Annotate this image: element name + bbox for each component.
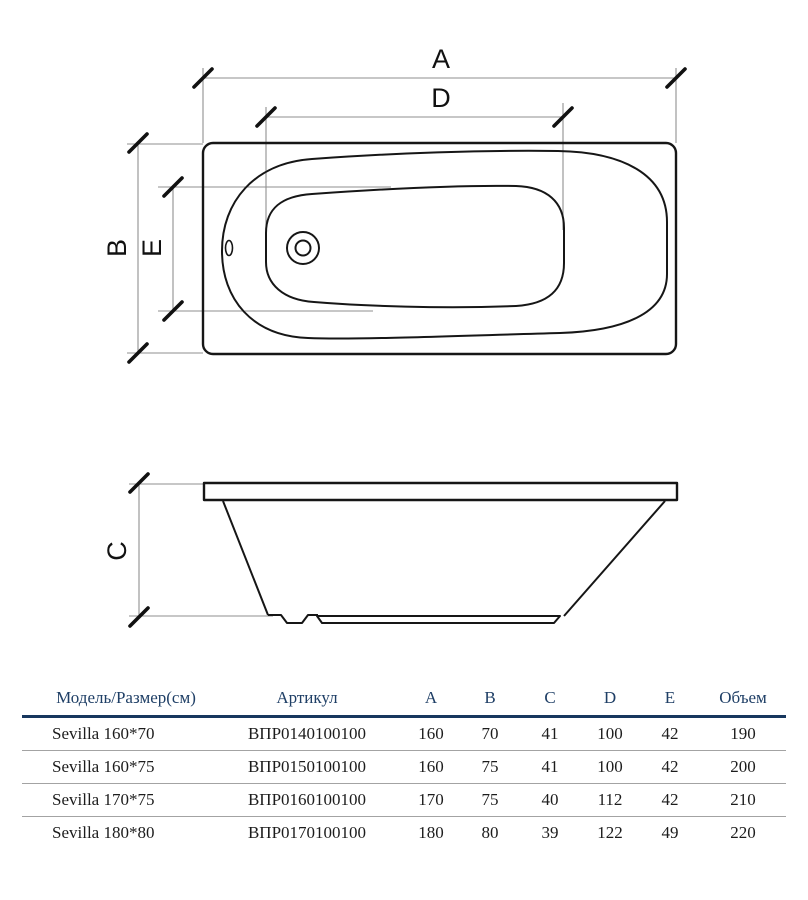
cell-e: 42 bbox=[640, 784, 700, 817]
table-row bbox=[22, 817, 786, 850]
label-c: C bbox=[102, 541, 132, 561]
cell-model: Sevilla 160*75 bbox=[22, 751, 212, 784]
drain-outer bbox=[287, 232, 319, 264]
cell-model: Sevilla 160*70 bbox=[22, 717, 212, 751]
cell-e: 42 bbox=[640, 751, 700, 784]
tub-inner-rim bbox=[222, 151, 667, 339]
table-row bbox=[22, 784, 786, 817]
cell-d: 122 bbox=[597, 823, 623, 842]
table-row bbox=[22, 751, 786, 784]
cell-c: 40 bbox=[520, 784, 580, 817]
bathtub-top-view bbox=[102, 44, 685, 362]
cell-d: 100 bbox=[580, 751, 640, 784]
cell-a: 170 bbox=[402, 784, 460, 817]
cell-article: ВПР0170100100 bbox=[247, 823, 367, 842]
cell-c: 41 bbox=[520, 751, 580, 784]
side-rim-bar bbox=[204, 483, 677, 500]
table-row bbox=[22, 717, 786, 751]
cell-c: 39 bbox=[541, 823, 559, 842]
column-header-a: A bbox=[402, 681, 460, 717]
cell-b: 80 bbox=[481, 823, 499, 842]
column-header-e: E bbox=[640, 681, 700, 717]
tub-outer-rim bbox=[203, 143, 676, 354]
cell-d: 100 bbox=[580, 717, 640, 751]
dimension-c bbox=[102, 474, 273, 626]
header-row bbox=[22, 681, 786, 717]
column-header-c: C bbox=[520, 681, 580, 717]
cell-article: ВПР0140100100 bbox=[212, 717, 402, 751]
label-d: D bbox=[431, 83, 451, 113]
label-a: A bbox=[431, 44, 451, 74]
column-header-volume: Объем bbox=[700, 681, 786, 717]
side-body bbox=[223, 501, 665, 623]
cell-volume: 200 bbox=[700, 751, 786, 784]
cell-volume: 190 bbox=[700, 717, 786, 751]
column-header-b: B bbox=[460, 681, 520, 717]
column-header-d: D bbox=[580, 681, 640, 717]
cell-d: 112 bbox=[580, 784, 640, 817]
side-base-plate bbox=[317, 616, 560, 623]
label-e: E bbox=[137, 238, 167, 258]
drain-inner bbox=[296, 241, 311, 256]
bathtub-side-view bbox=[102, 474, 677, 626]
cell-b: 75 bbox=[460, 751, 520, 784]
cell-model: Sevilla 170*75 bbox=[22, 784, 212, 817]
column-header-article: Артикул bbox=[212, 681, 402, 717]
cell-volume: 220 bbox=[730, 823, 756, 842]
cell-e: 49 bbox=[661, 823, 679, 842]
label-b: B bbox=[102, 238, 132, 258]
cell-b: 70 bbox=[460, 717, 520, 751]
dimension-e bbox=[137, 178, 391, 320]
cell-a: 180 bbox=[418, 823, 444, 842]
cell-b: 75 bbox=[460, 784, 520, 817]
cell-c: 41 bbox=[520, 717, 580, 751]
cell-model: Sevilla 180*80 bbox=[52, 823, 155, 842]
cell-e: 42 bbox=[640, 717, 700, 751]
cell-a: 160 bbox=[402, 717, 460, 751]
column-header-model: Модель/Размер(см) bbox=[22, 681, 212, 717]
cell-article: ВПР0160100100 bbox=[212, 784, 402, 817]
cell-a: 160 bbox=[402, 751, 460, 784]
cell-article: ВПР0150100100 bbox=[212, 751, 402, 784]
spec-table-container bbox=[22, 681, 786, 849]
spec-table bbox=[22, 681, 786, 849]
cell-volume: 210 bbox=[700, 784, 786, 817]
overflow-hole bbox=[226, 241, 233, 256]
